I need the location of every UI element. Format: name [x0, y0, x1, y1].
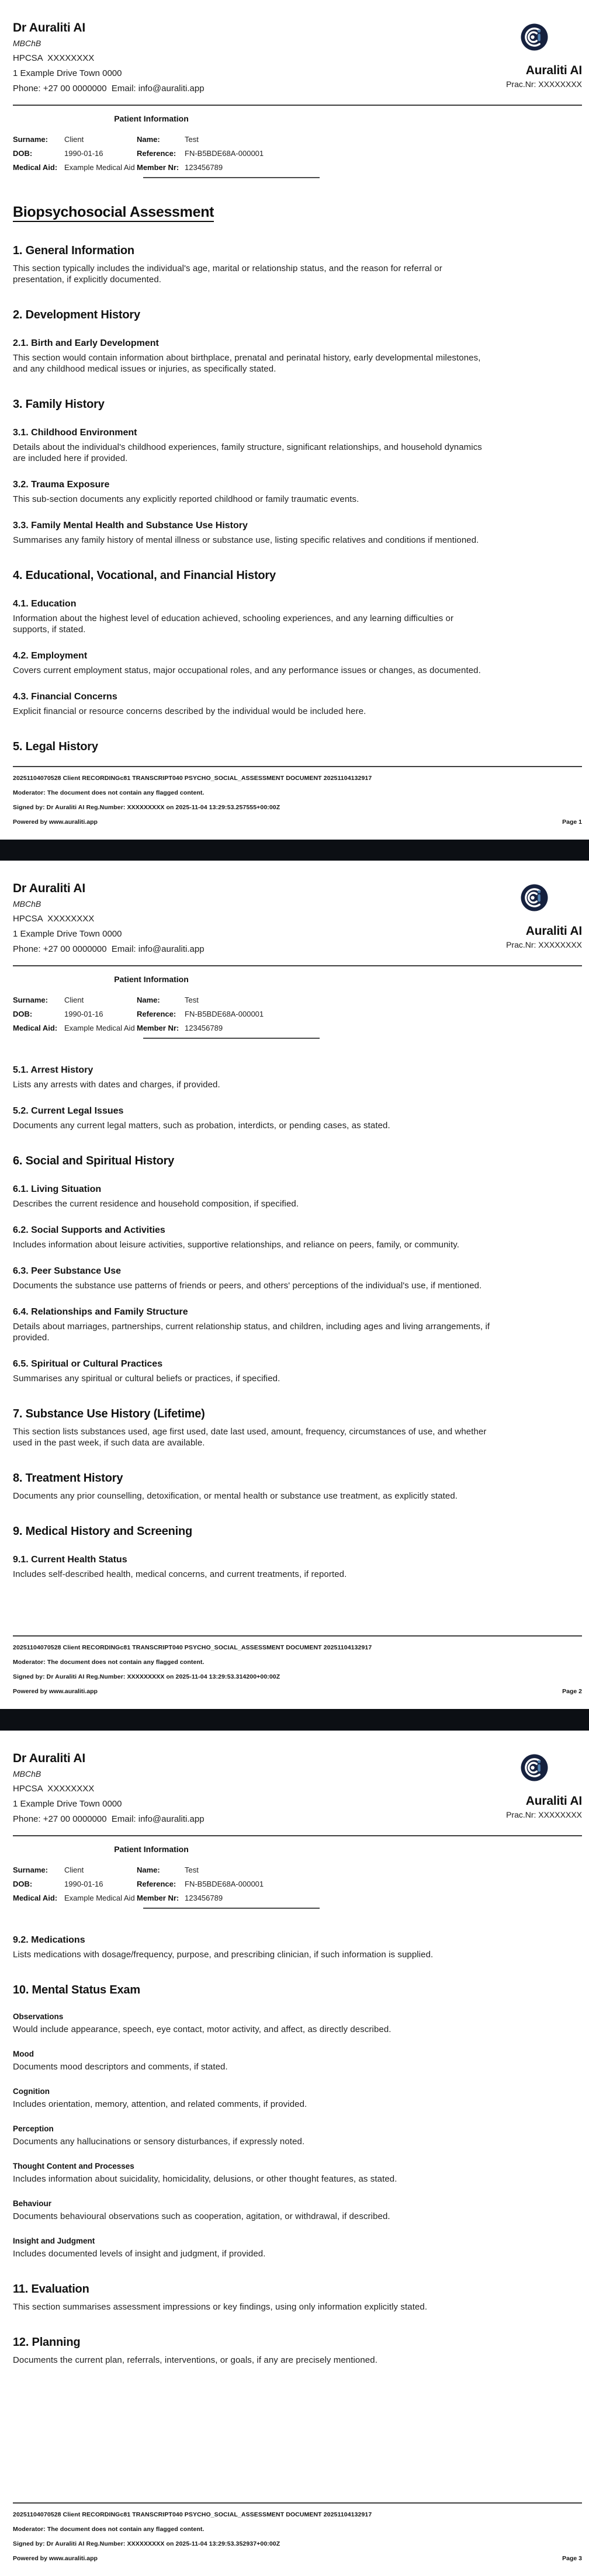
footer-powered-by: Powered by www.auraliti.app — [13, 819, 98, 826]
section-heading: 10. Mental Status Exam — [13, 1984, 140, 1996]
practice-number: Prac.Nr: XXXXXXXX — [506, 1810, 582, 1819]
section-body: Documents any prior counselling, detoxification, or mental health or substance use treatment, as explicitly stated. — [13, 1491, 458, 1501]
footer-reference: 20251104070528 Client RECORDINGc81 TRANSCRIPT040 PSYCHO_SOCIAL_ASSESSMENT DOCUMENT 20251104132917 — [13, 1644, 372, 1651]
letterhead — [13, 880, 582, 957]
section — [13, 520, 582, 546]
section-heading: 6.3. Peer Substance Use — [13, 1266, 121, 1276]
section-body: Documents mood descriptors and comments, if stated. — [13, 2062, 228, 2072]
section-body: Details about marriages, partnerships, current relationship status, and children, including ages and living arrangements, if provided. — [13, 1322, 490, 1343]
header-divider — [13, 965, 582, 966]
practice-council-number: HPCSA XXXXXXXX — [13, 1784, 95, 1794]
section — [13, 2199, 582, 2222]
patient-label: Reference: — [137, 149, 176, 158]
patient-value: FN-B5BDE68A-000001 — [185, 1880, 264, 1888]
section — [13, 1153, 582, 1169]
section — [13, 1524, 582, 1539]
footer-signed: Signed by: Dr Auraliti AI Reg.Number: XXXXXXXXX on 2025-11-04 13:29:53.314200+00:00Z — [13, 1673, 280, 1680]
section — [13, 479, 582, 505]
page-footer — [13, 1635, 582, 1695]
section-heading: 5.1. Arrest History — [13, 1065, 93, 1075]
section-body: Documents the substance use patterns of friends or peers, and others' perceptions of the individual's use, if mentioned. — [13, 1281, 482, 1291]
section — [13, 1358, 582, 1384]
section — [13, 1225, 582, 1250]
patient-info-title: Patient Information — [114, 1845, 189, 1854]
section-heading: Observations — [13, 2012, 64, 2021]
patient-info-table — [13, 1863, 582, 1905]
section-body: Lists any arrests with dates and charges, if provided. — [13, 1080, 220, 1090]
patient-info-table — [13, 133, 582, 175]
patient-label: Medical Aid: — [13, 1024, 58, 1032]
patient-label: DOB: — [13, 149, 33, 158]
footer-divider — [13, 1635, 582, 1637]
section-heading: Thought Content and Processes — [13, 2162, 134, 2171]
section-heading: 3.1. Childhood Environment — [13, 428, 137, 438]
section-body: Includes information about leisure activities, supportive relationships, and reliance on peers, family, or community. — [13, 1240, 460, 1250]
section — [13, 2282, 582, 2312]
section-body: Includes documented levels of insight and judgment, if provided. — [13, 2249, 266, 2259]
patient-value: Client — [64, 1866, 84, 1874]
page-content — [13, 1065, 582, 1580]
page-number: Page 1 — [562, 819, 582, 826]
practice-council-number: HPCSA XXXXXXXX — [13, 914, 95, 924]
practice-address: 1 Example Drive Town 0000 — [13, 68, 122, 78]
section — [13, 307, 582, 323]
practice-number: Prac.Nr: XXXXXXXX — [506, 940, 582, 949]
section-body: Includes information about suicidality, homicidality, delusions, or other thought features, as stated. — [13, 2174, 397, 2184]
section — [13, 568, 582, 583]
letterhead — [13, 20, 582, 96]
page-separator — [0, 1709, 589, 1731]
patient-value: Example Medical Aid — [64, 163, 135, 172]
document-page-1 — [0, 0, 589, 840]
section-body: Explicit financial or resource concerns described by the individual would be included here. — [13, 706, 366, 716]
section-heading: 7. Substance Use History (Lifetime) — [13, 1407, 205, 1420]
section-body: Includes self-described health, medical concerns, and current treatments, if reported. — [13, 1569, 347, 1579]
patient-label: Surname: — [13, 135, 48, 144]
page-footer — [13, 766, 582, 826]
section-body: Lists medications with dosage/frequency, purpose, and prescribing clinician, if such information is supplied. — [13, 1950, 434, 1960]
document-page-3 — [0, 1731, 589, 2576]
page-separator — [0, 840, 589, 861]
patient-table-underline — [143, 1038, 320, 1039]
practice-number: Prac.Nr: XXXXXXXX — [506, 79, 582, 89]
patient-label: Surname: — [13, 1866, 48, 1874]
section — [13, 397, 582, 412]
brand-name: Auraliti AI — [525, 64, 582, 77]
footer-divider — [13, 2502, 582, 2504]
section-heading: 2. Development History — [13, 308, 140, 321]
patient-label: Medical Aid: — [13, 1894, 58, 1902]
section — [13, 2124, 582, 2147]
section — [13, 338, 582, 375]
section-heading: 12. Planning — [13, 2336, 81, 2349]
footer-signed: Signed by: Dr Auraliti AI Reg.Number: XXXXXXXXX on 2025-11-04 13:29:53.352937+00:00Z — [13, 2540, 280, 2547]
section — [13, 427, 582, 464]
patient-label: Medical Aid: — [13, 163, 58, 172]
section-heading: 3.2. Trauma Exposure — [13, 480, 110, 490]
patient-value: Test — [185, 1866, 199, 1874]
section-body: Details about the individual's childhood experiences, family structure, significant relationships, and household dynamics are included here if provided. — [13, 442, 482, 463]
section-body: This section would contain information about birthplace, prenatal and perinatal history, early developmental milestones, and any childhood medical issues or injuries, as specifically stated. — [13, 353, 481, 374]
patient-label: Member Nr: — [137, 1894, 179, 1902]
footer-moderator: Moderator: The document does not contain any flagged content. — [13, 1659, 205, 1666]
auraliti-logo-icon — [521, 1754, 548, 1781]
patient-label: Name: — [137, 996, 160, 1004]
section-body: Documents the current plan, referrals, interventions, or goals, if any are precisely mentioned. — [13, 2355, 377, 2365]
section-body: Documents any hallucinations or sensory disturbances, if expressly noted. — [13, 2137, 305, 2147]
section — [13, 1184, 582, 1209]
footer-signed: Signed by: Dr Auraliti AI Reg.Number: XXXXXXXXX on 2025-11-04 13:29:53.257555+00:00Z — [13, 804, 280, 811]
patient-label: DOB: — [13, 1010, 33, 1018]
patient-label: Surname: — [13, 996, 48, 1004]
patient-table-underline — [143, 1908, 320, 1909]
patient-table-underline — [143, 177, 320, 178]
section — [13, 2236, 582, 2259]
section-heading: 9. Medical History and Screening — [13, 1525, 193, 1538]
patient-value: 1990-01-16 — [64, 1010, 103, 1018]
section — [13, 691, 582, 717]
patient-value: FN-B5BDE68A-000001 — [185, 1010, 264, 1018]
page-footer — [13, 2502, 582, 2562]
section-body: Documents any current legal matters, such as probation, interdicts, or pending cases, as stated. — [13, 1121, 390, 1131]
section — [13, 2012, 582, 2035]
section-body: Information about the highest level of education achieved, schooling experiences, and any learning difficulties or supports, if stated. — [13, 613, 454, 635]
practice-name: Dr Auraliti AI — [13, 882, 85, 895]
section-heading: 6.1. Living Situation — [13, 1184, 102, 1194]
section-heading: Behaviour — [13, 2199, 52, 2208]
section-body: Documents behavioural observations such as cooperation, agitation, or withdrawal, if described. — [13, 2211, 390, 2221]
practice-name: Dr Auraliti AI — [13, 1752, 85, 1765]
section-body: Summarises any spiritual or cultural beliefs or practices, if specified. — [13, 1374, 280, 1384]
header-divider — [13, 105, 582, 106]
letterhead — [13, 1750, 582, 1827]
patient-value: Client — [64, 135, 84, 144]
patient-value: Test — [185, 996, 199, 1004]
section — [13, 1105, 582, 1131]
document-title: Biopsychosocial Assessment — [13, 204, 582, 221]
section-body: This section typically includes the individual's age, marital or relationship status, and the reason for referral or presentation, if explicitly documented. — [13, 264, 442, 285]
footer-powered-by: Powered by www.auraliti.app — [13, 2555, 98, 2562]
patient-label: Member Nr: — [137, 163, 179, 172]
section-heading: 1. General Information — [13, 244, 134, 257]
section — [13, 1471, 582, 1502]
section — [13, 2335, 582, 2366]
document-page-2 — [0, 861, 589, 1709]
patient-value: FN-B5BDE68A-000001 — [185, 149, 264, 158]
patient-value: Client — [64, 996, 84, 1004]
section-body: This sub-section documents any explicitly reported childhood or family traumatic events. — [13, 494, 359, 504]
section — [13, 2161, 582, 2185]
section-heading: 6.2. Social Supports and Activities — [13, 1225, 165, 1235]
auraliti-logo-icon — [521, 884, 548, 911]
section-heading: Perception — [13, 2124, 54, 2133]
section-heading: 11. Evaluation — [13, 2283, 89, 2296]
section-heading: 4. Educational, Vocational, and Financial History — [13, 569, 276, 582]
patient-label: DOB: — [13, 1880, 33, 1888]
section-heading: 4.3. Financial Concerns — [13, 692, 117, 702]
section-heading: 9.2. Medications — [13, 1935, 85, 1945]
footer-reference: 20251104070528 Client RECORDINGc81 TRANSCRIPT040 PSYCHO_SOCIAL_ASSESSMENT DOCUMENT 20251104132917 — [13, 2511, 372, 2518]
section-heading: Mood — [13, 2050, 34, 2058]
practice-contact: Phone: +27 00 0000000 Email: info@auraliti.app — [13, 84, 205, 93]
practice-contact: Phone: +27 00 0000000 Email: info@auraliti.app — [13, 1814, 205, 1824]
page-content — [13, 1934, 582, 2366]
section-body: Describes the current residence and household composition, if specified. — [13, 1199, 299, 1209]
patient-value: 1990-01-16 — [64, 149, 103, 158]
section-heading: Cognition — [13, 2087, 50, 2096]
header-divider — [13, 1835, 582, 1836]
section-heading: 6.5. Spiritual or Cultural Practices — [13, 1359, 163, 1369]
patient-value: 1990-01-16 — [64, 1880, 103, 1888]
page-number: Page 2 — [562, 1688, 582, 1695]
practice-address: 1 Example Drive Town 0000 — [13, 929, 122, 939]
section-body: Would include appearance, speech, eye contact, motor activity, and affect, as directly described. — [13, 2024, 391, 2034]
patient-value: 123456789 — [185, 1024, 223, 1032]
section-body: This section summarises assessment impressions or key findings, using only information explicitly stated. — [13, 2302, 428, 2312]
practice-address: 1 Example Drive Town 0000 — [13, 1799, 122, 1809]
patient-value: 123456789 — [185, 1894, 223, 1902]
patient-value: Example Medical Aid — [64, 1024, 135, 1032]
patient-label: Name: — [137, 1866, 160, 1874]
section — [13, 739, 582, 754]
footer-reference: 20251104070528 Client RECORDINGc81 TRANSCRIPT040 PSYCHO_SOCIAL_ASSESSMENT DOCUMENT 20251104132917 — [13, 775, 372, 782]
section-heading: 2.1. Birth and Early Development — [13, 338, 159, 348]
section-body: Covers current employment status, major occupational roles, and any performance issues or changes, as documented. — [13, 665, 481, 675]
patient-info-title: Patient Information — [114, 975, 189, 984]
footer-moderator: Moderator: The document does not contain any flagged content. — [13, 2526, 205, 2533]
patient-value: Example Medical Aid — [64, 1894, 135, 1902]
brand-name: Auraliti AI — [525, 1794, 582, 1808]
section — [13, 1934, 582, 1960]
auraliti-logo-icon — [521, 23, 548, 51]
section — [13, 243, 582, 285]
section-heading: 5.2. Current Legal Issues — [13, 1106, 124, 1116]
section-body: Summarises any family history of mental illness or substance use, listing specific relatives and conditions if mentioned. — [13, 535, 479, 545]
patient-info-table — [13, 993, 582, 1035]
section — [13, 650, 582, 676]
section — [13, 1554, 582, 1580]
footer-divider — [13, 766, 582, 767]
page-content — [13, 204, 582, 754]
practice-contact: Phone: +27 00 0000000 Email: info@auraliti.app — [13, 944, 205, 954]
section — [13, 1065, 582, 1090]
section-body: This section lists substances used, age first used, date last used, amount, frequency, circumstances of use, and whether used in the past week, if such data are available. — [13, 1427, 487, 1448]
section — [13, 2086, 582, 2110]
section — [13, 1406, 582, 1448]
section-heading: 5. Legal History — [13, 740, 98, 753]
patient-label: Name: — [137, 135, 160, 144]
section-heading: Insight and Judgment — [13, 2237, 95, 2245]
practice-name: Dr Auraliti AI — [13, 21, 85, 34]
practice-council-number: HPCSA XXXXXXXX — [13, 53, 95, 63]
footer-moderator: Moderator: The document does not contain any flagged content. — [13, 789, 205, 796]
section-heading: 8. Treatment History — [13, 1472, 123, 1485]
patient-info-title: Patient Information — [114, 114, 189, 123]
practice-qualification: MBChB — [13, 39, 41, 48]
page-number: Page 3 — [562, 2555, 582, 2562]
section-body: Includes orientation, memory, attention, and related comments, if provided. — [13, 2099, 307, 2109]
practice-qualification: MBChB — [13, 899, 41, 909]
section — [13, 1982, 582, 1998]
footer-powered-by: Powered by www.auraliti.app — [13, 1688, 98, 1695]
patient-value: 123456789 — [185, 163, 223, 172]
section-heading: 3. Family History — [13, 398, 105, 411]
practice-qualification: MBChB — [13, 1769, 41, 1778]
section-heading: 9.1. Current Health Status — [13, 1555, 127, 1565]
section-heading: 4.2. Employment — [13, 651, 88, 661]
patient-value: Test — [185, 135, 199, 144]
section — [13, 2049, 582, 2072]
brand-name: Auraliti AI — [525, 924, 582, 938]
section — [13, 1266, 582, 1291]
section-heading: 6. Social and Spiritual History — [13, 1154, 175, 1167]
section-heading: 6.4. Relationships and Family Structure — [13, 1307, 188, 1317]
section-heading: 4.1. Education — [13, 599, 77, 609]
patient-label: Reference: — [137, 1880, 176, 1888]
patient-label: Member Nr: — [137, 1024, 179, 1032]
section — [13, 598, 582, 635]
patient-label: Reference: — [137, 1010, 176, 1018]
section — [13, 1306, 582, 1343]
section-heading: 3.3. Family Mental Health and Substance Use History — [13, 521, 248, 531]
